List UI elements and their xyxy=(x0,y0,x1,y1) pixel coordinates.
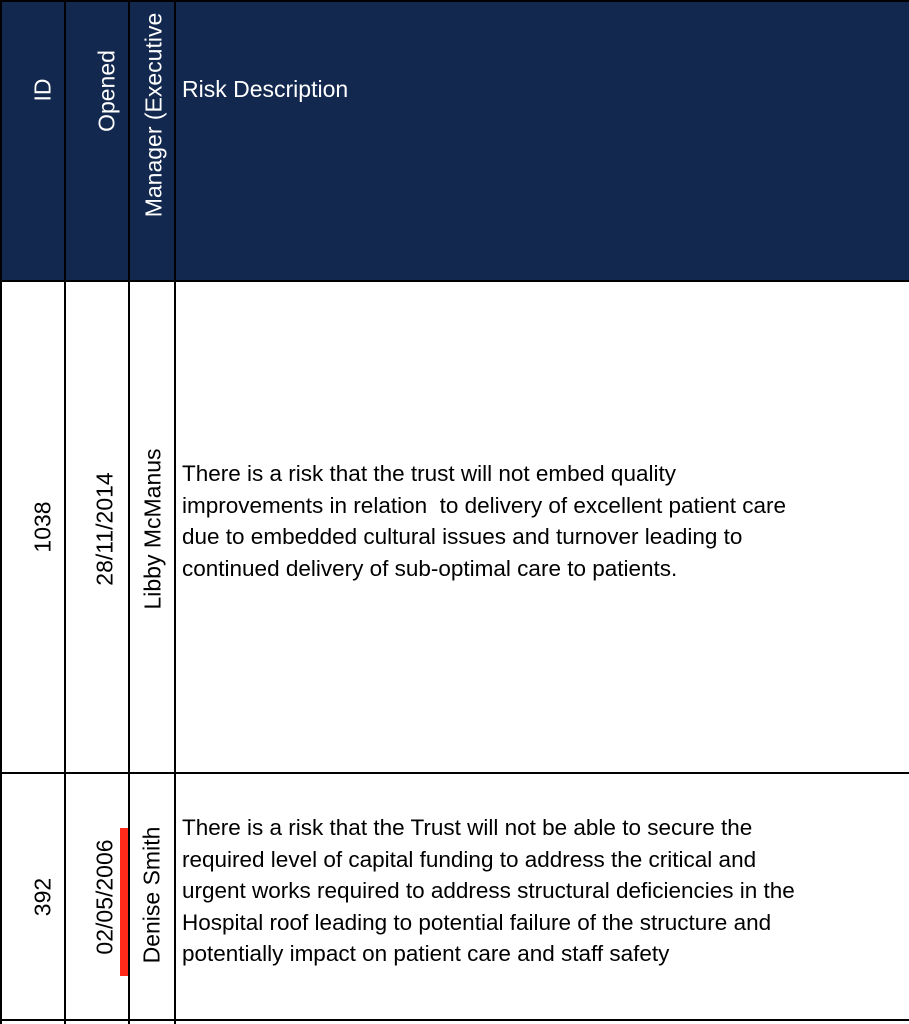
header-risk-description: Risk Description xyxy=(182,76,349,102)
grid-line xyxy=(0,280,909,282)
grid-line xyxy=(0,1019,909,1021)
row-risk-description: There is a risk that the Trust will not be able to secure the required level of capital funding to address the critical and urgent works required to address structural deficiencies in the Hospital roof leading to potential failure of the structure and potentially impact on patient care and staff safety xyxy=(182,815,795,966)
header-row xyxy=(0,0,909,281)
row-manager: Libby McManus xyxy=(139,448,166,610)
row-opened: 28/11/2014 xyxy=(91,472,118,586)
grid-line xyxy=(174,0,176,1024)
row-manager: Denise Smith xyxy=(138,826,165,964)
header-id: ID xyxy=(29,78,56,102)
grid-line xyxy=(0,772,909,774)
row-id: 1038 xyxy=(29,501,56,553)
grid-line xyxy=(0,0,2,1024)
grid-line xyxy=(128,0,130,1024)
row-id: 392 xyxy=(29,877,56,917)
header-manager: Manager (Executive xyxy=(140,12,167,218)
header-opened: Opened xyxy=(93,50,120,132)
grid-line xyxy=(64,0,66,1024)
grid-line xyxy=(0,0,909,2)
row-opened: 02/05/2006 xyxy=(91,839,118,955)
highlight-mark xyxy=(120,828,128,976)
row-risk-description: There is a risk that the trust will not embed quality improvements in relation to delivery of excellent patient care due to embedded cultural issues and turnover leading to continued delivery of sub-optimal care to patients. xyxy=(182,461,787,581)
